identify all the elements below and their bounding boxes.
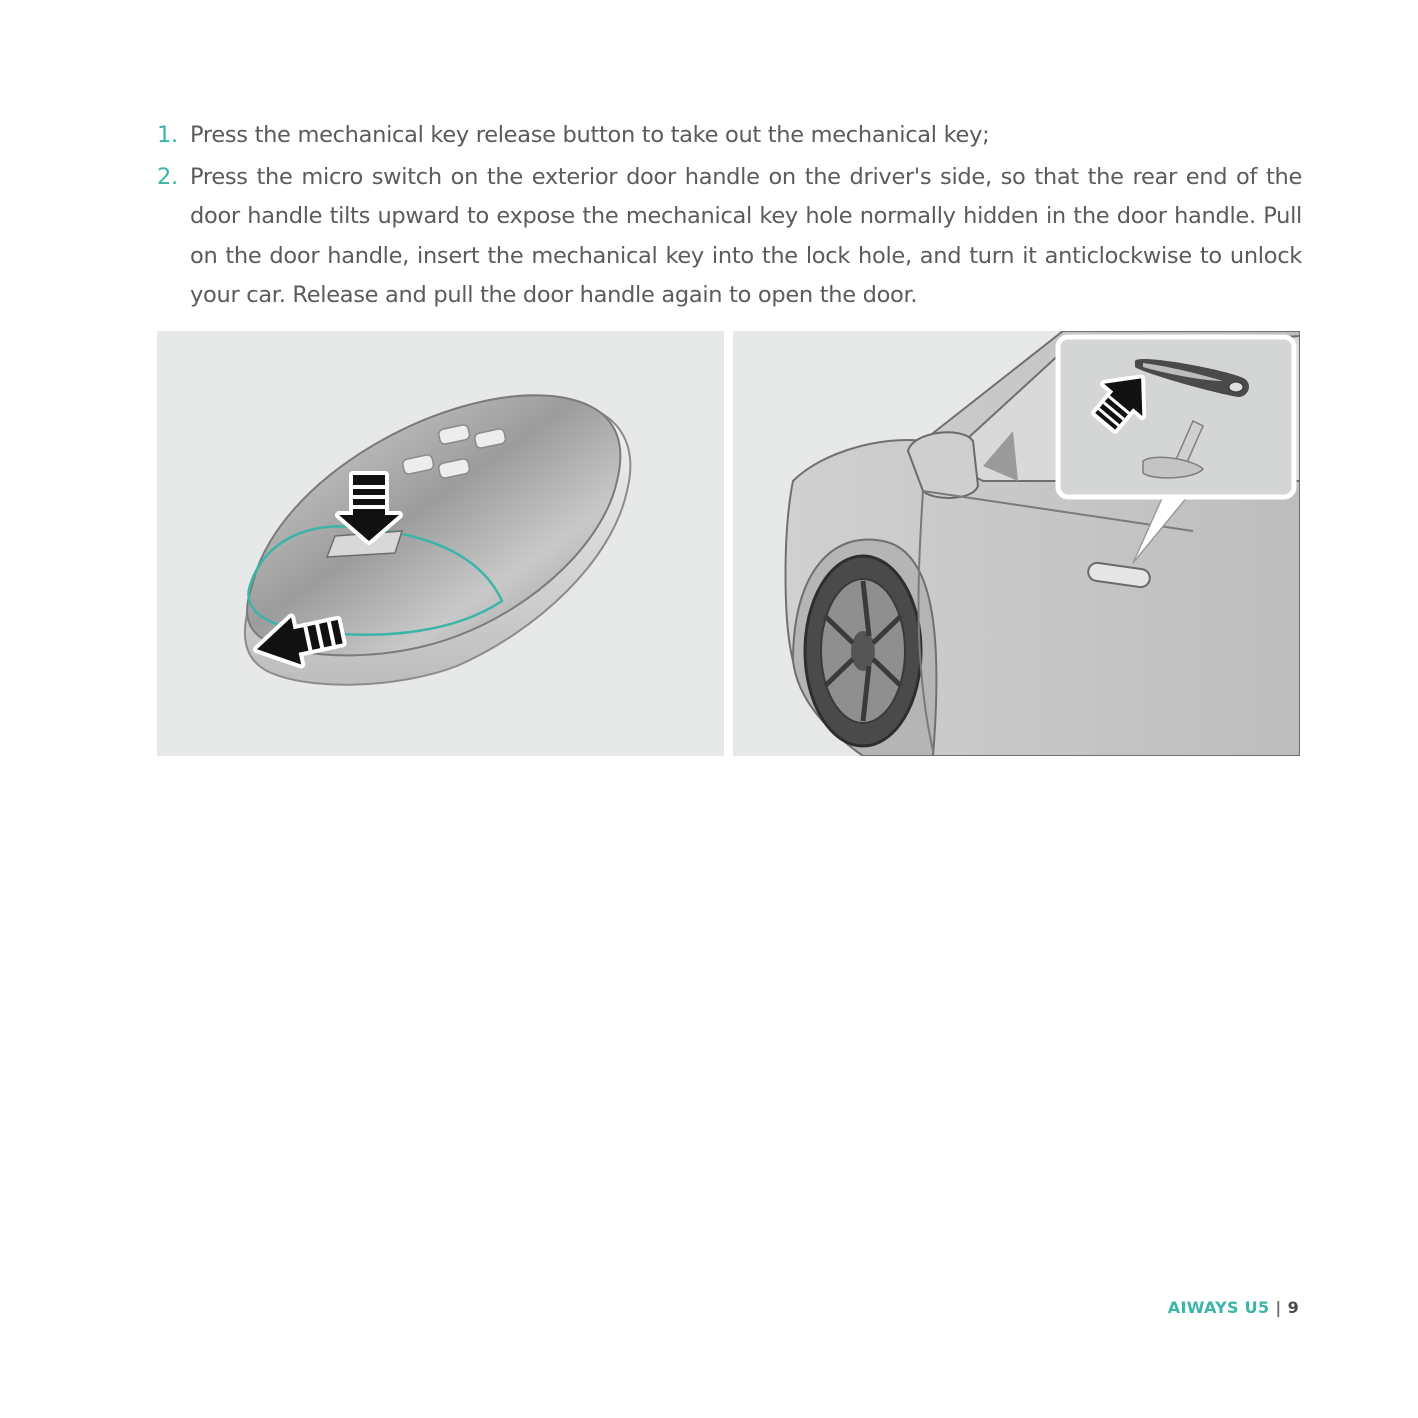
- fob-shell: [247, 395, 620, 655]
- wheel: [805, 556, 921, 746]
- step-item: [157, 116, 1302, 156]
- page-footer: [1168, 1298, 1299, 1317]
- brand-name: AIWAYS U5: [1167, 1298, 1270, 1317]
- step-text: Press the mechanical key release button to take out the mechanical key;: [190, 122, 990, 148]
- footer-separator: |: [1275, 1298, 1282, 1317]
- key-fob-illustration: [157, 331, 724, 756]
- step-text: Press the micro switch on the exterior door handle on the driver's side, so that the rear end of the door handle tilts upward to expose the mechanical key hole normally hidden in the door handle. Pull on the door handle, insert the mechanical key into the lock hole, and turn it anticlockwise to unlock your car. Release and pull the door handle again to open the door.: [190, 163, 1302, 308]
- key-fob-drawing: [157, 331, 724, 756]
- step-number: 2.: [157, 163, 178, 190]
- car-door-illustration: [733, 331, 1300, 756]
- page-number: 9: [1287, 1298, 1299, 1317]
- step-number: 1.: [157, 122, 178, 148]
- car-door-drawing: [733, 331, 1300, 756]
- instruction-list: [157, 116, 1302, 318]
- step-item: [157, 158, 1302, 316]
